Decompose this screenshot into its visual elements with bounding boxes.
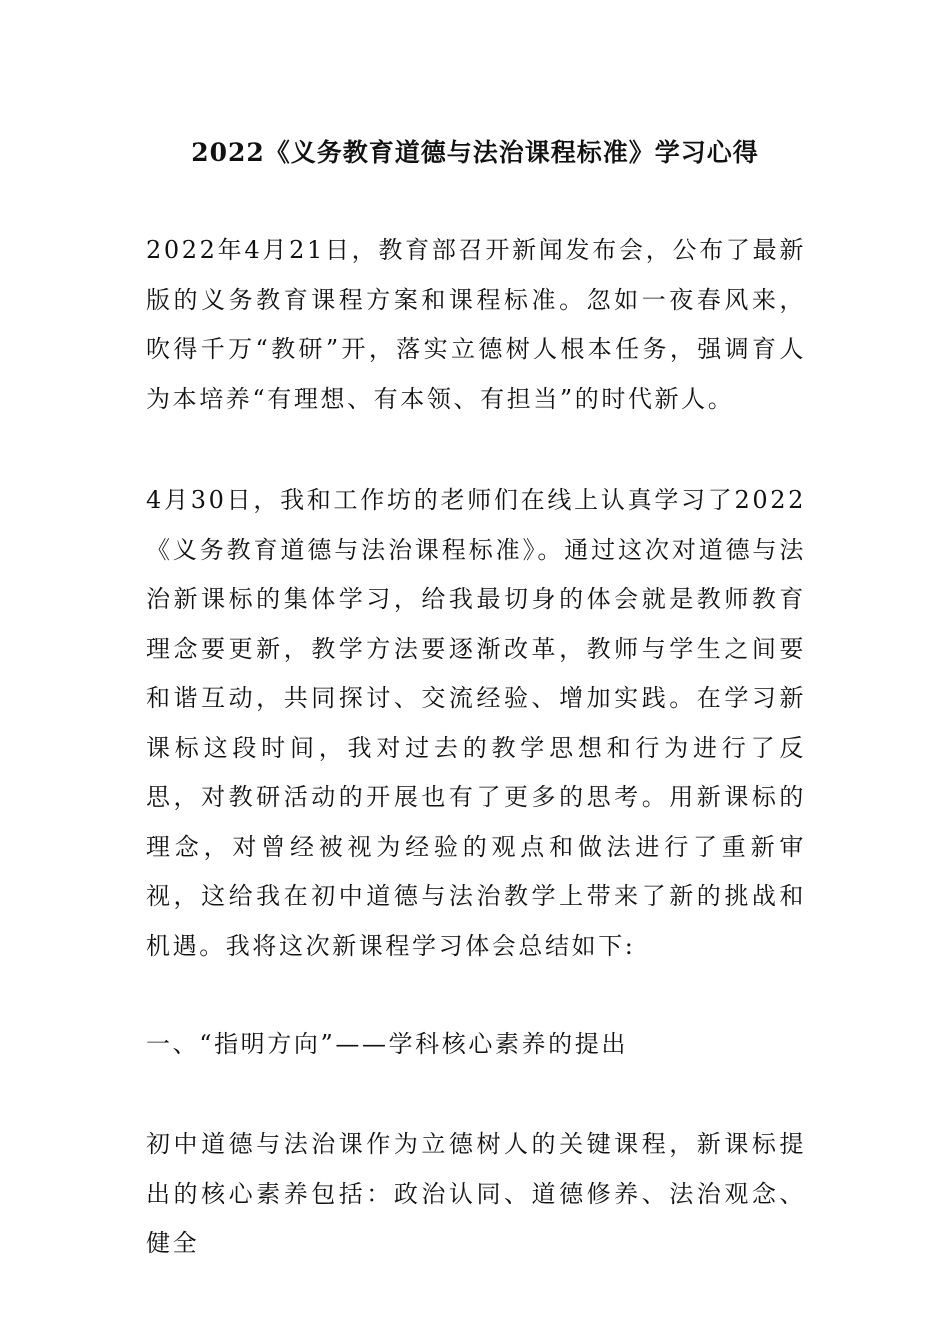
paragraph-intro: 2022年4月21日，教育部召开新闻发布会，公布了最新版的义务教育课程方案和课程标准。忽如一夜春风来，吹得千万“教研”开，落实立德树人根本任务，强调育人为本培养“有理想、有本领、有担当”的时代新人。: [146, 236, 806, 413]
section-heading: 一、“指明方向”——学科核心素养的提出: [146, 1030, 628, 1058]
document-title: 2022《义务教育道德与法治课程标准》学习心得: [191, 138, 759, 167]
paragraph-study: 4月30日，我和工作坊的老师们在线上认真学习了2022《义务教育道德与法治课程标准》。通过这次对道德与法治新课标的集体学习，给我最切身的体会就是教师教育理念要更新，教学方法要逐渐改革，教师与学生之间要和谐互动，共同探讨、交流经验、增加实践。在学习新课标这段时间，我对过去的教学思想和行为进行了反思，对教研活动的开展也有了更多的思考。用新课标的理念，对曾经被视为经验的观点和做法进行了重新审视，这给我在初中道德与法治教学上带来了新的挑战和机遇。我将这次新课程学习体会总结如下:: [146, 486, 806, 960]
section-paragraph: 初中道德与法治课作为立德树人的关键课程，新课标提出的核心素养包括：政治认同、道德修养、法治观念、健全: [146, 1130, 806, 1257]
